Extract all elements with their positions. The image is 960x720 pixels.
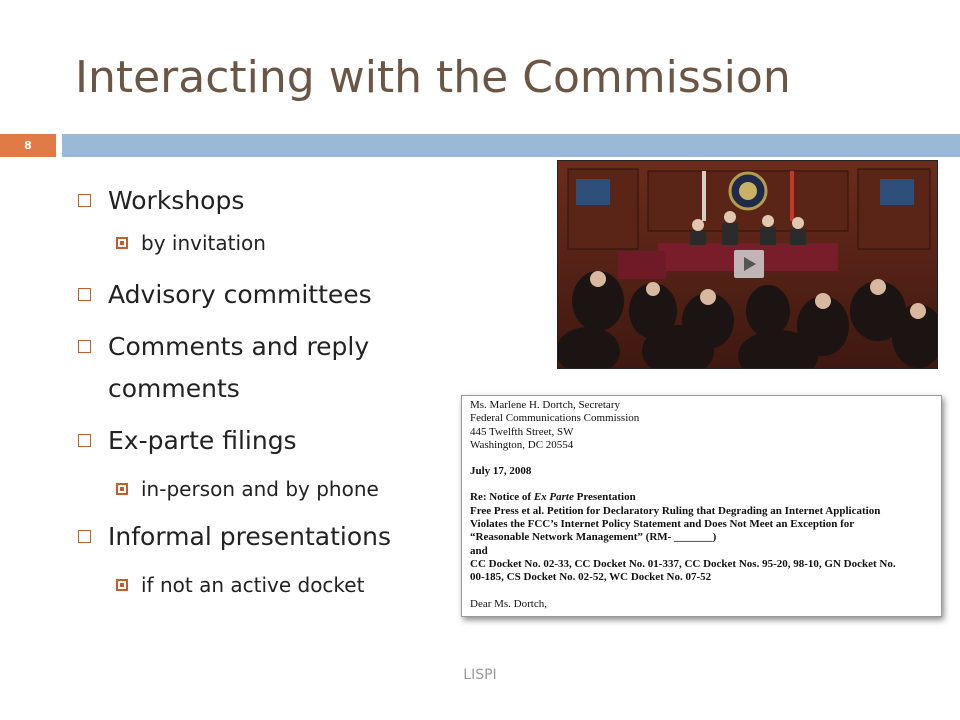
slide-title: Interacting with the Commission [75, 52, 791, 103]
bullet-workshops [78, 180, 458, 222]
letter-subject-line: “Reasonable Network Management” (RM- _______) [470, 531, 717, 544]
bullet-text: Advisory committees [108, 280, 372, 309]
square-bullet-icon [78, 340, 91, 353]
square-bullet-icon [78, 288, 91, 301]
letter-re-line: Re: Notice of Ex Parte Presentation [470, 491, 636, 504]
meeting-scene-image [558, 161, 938, 369]
letter-dockets-line: CC Docket No. 02-33, CC Docket No. 01-337, CC Docket Nos. 95-20, 98-10, GN Docket No. [470, 557, 896, 570]
bullet-ex-parte [78, 420, 458, 462]
bullet-text: Informal presentations [108, 522, 391, 551]
sub-bullet-by-invitation [78, 222, 458, 264]
letter-subject-line: Violates the FCC’s Internet Policy Statement and Does Not Meet an Exception for [470, 518, 855, 531]
filled-square-bullet-icon [116, 237, 128, 249]
letter-address-line: Ms. Marlene H. Dortch, Secretary [470, 399, 620, 411]
ex-parte-letter-excerpt [461, 395, 942, 617]
letter-and: and [470, 544, 488, 557]
letter-address-line: 445 Twelfth Street, SW [470, 425, 574, 438]
filled-square-bullet-icon [116, 483, 128, 495]
letter-address-line: Washington, DC 20554 [470, 438, 574, 451]
sub-bullet-not-active-docket [78, 564, 458, 606]
square-bullet-icon [78, 194, 91, 207]
letter-address-line: Federal Communications Commission [470, 412, 640, 425]
letter-date: July 17, 2008 [470, 465, 532, 478]
bullet-advisory-committees [78, 274, 458, 316]
bullet-text: Workshops [108, 186, 245, 215]
bullet-list [78, 180, 458, 606]
square-bullet-icon [78, 434, 91, 447]
letter-dockets-line: 00-185, CS Docket No. 02-52, WC Docket No. 07-52 [470, 571, 712, 584]
slide-footer: LISPI [463, 667, 497, 683]
sub-bullet-text: if not an active docket [141, 573, 365, 597]
bullet-comments [78, 326, 438, 410]
letter-salutation: Dear Ms. Dortch, [470, 597, 547, 610]
sub-bullet-text: by invitation [141, 231, 266, 255]
sub-bullet-in-person [78, 468, 458, 510]
header-bar [62, 134, 960, 157]
bullet-informal-presentations [78, 516, 458, 558]
filled-square-bullet-icon [116, 579, 128, 591]
sub-bullet-text: in-person and by phone [141, 477, 379, 501]
square-bullet-icon [78, 530, 91, 543]
commission-meeting-video[interactable] [557, 160, 938, 369]
bullet-text: Comments and reply comments [108, 332, 370, 403]
slide-number: 8 [0, 134, 56, 157]
letter-subject-line: Free Press et al. Petition for Declaratory Ruling that Degrading an Internet Application [470, 504, 881, 517]
bullet-text: Ex-parte filings [108, 426, 297, 455]
